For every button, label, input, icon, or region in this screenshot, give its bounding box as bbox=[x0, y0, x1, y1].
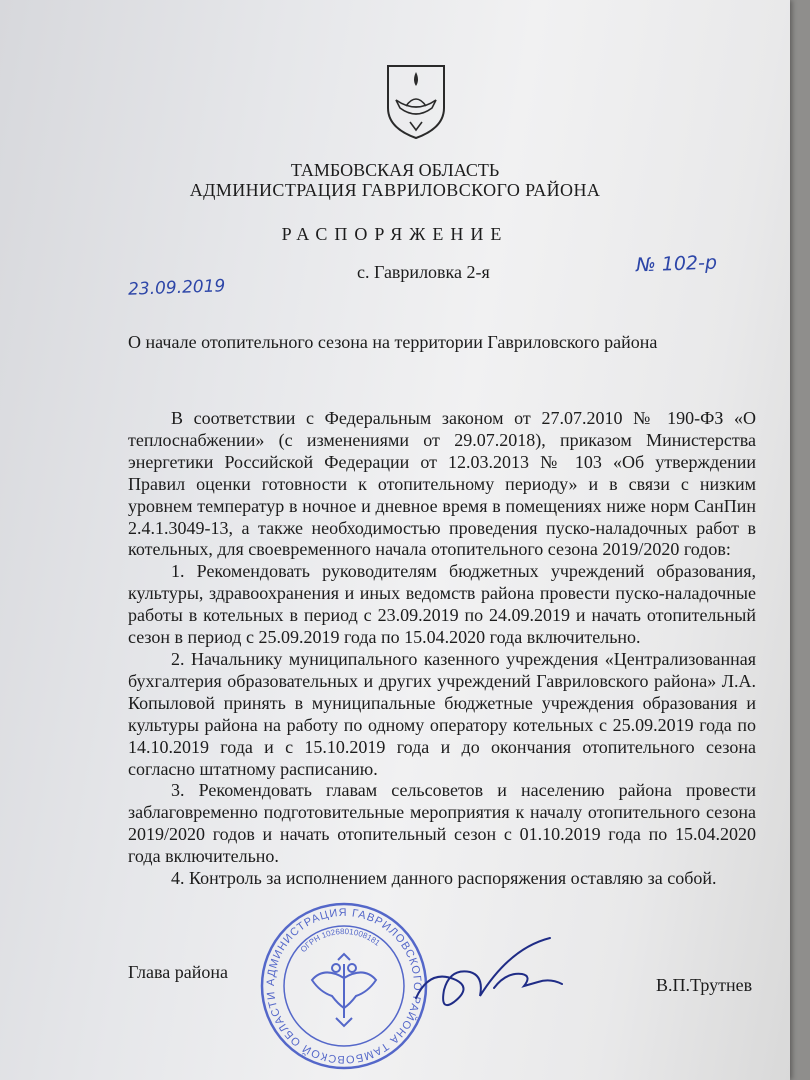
place-of-issue: с. Гавриловка 2-я bbox=[357, 262, 490, 282]
signatory-position: Глава района bbox=[128, 962, 229, 982]
clause-4-paragraph: 4. Контроль за исполнением данного распоряжения оставляю за собой. bbox=[171, 868, 717, 889]
document-type-title: РАСПОРЯЖЕНИЕ bbox=[281, 224, 509, 244]
official-seal-stamp bbox=[258, 900, 430, 1072]
clause-3-paragraph: 3. Рекомендовать главам сельсоветов и населению района провести заблаговременно подготовительные мероприятия к началу отопительного сезона 2019/2020 годов и начать отопительный сезон с 01.10.2019 года по 15.04.2020 года включительно. bbox=[128, 780, 756, 867]
handwritten-document-number: № 102-р bbox=[635, 251, 718, 277]
preamble-paragraph: В соответствии с Федеральным законом от 27.07.2010 № 190-ФЗ «О теплоснабжении» (с изменениями от 29.07.2018), приказом Министерства энергетики Российской Федерации от 12.03.2013 № 103 «Об утверждении Правил оценки готовности к отопительному периоду» и в связи с низким уровнем температур в ночное и дневное время в помещениях ниже норм СанПин 2.4.1.3049-13, а также необходимостью проведения пуско-наладочных работ в котельных, для своевременного начала отопительного сезона 2019/2020 годов: bbox=[128, 408, 756, 560]
document-body bbox=[128, 408, 756, 890]
seal-ogrn-text: ОГРН 1026801008181 bbox=[298, 926, 382, 955]
seal-outer-text: АДМИНИСТРАЦИЯ ГАВРИЛОВСКОГО РАЙОНА ТАМБОВСКОЙ ОБЛАСТИ bbox=[264, 906, 424, 1066]
clause-2-paragraph: 2. Начальнику муниципального казенного учреждения «Централизованная бухгалтерия образовательных и других учреждений Гавриловского района» Л.А. Копыловой принять в муниципальные бюджетные учреждения образования и культуры района на работу по одному оператору котельных с 25.09.2019 года по 14.10.2019 года и с 15.10.2019 года и до окончания отопительного сезона согласно штатному расписанию. bbox=[128, 648, 756, 779]
signatory-name: В.П.Трутнев bbox=[656, 975, 753, 995]
clause-1-paragraph: 1. Рекомендовать руководителям бюджетных учреждений образования, культуры, здравоохранения и иных ведомств района провести пуско-наладочные работы в котельных в период с 23.09.2019 по 24.09.2019 и начать отопительный сезон в период с 25.09.2019 года по 15.04.2020 года включительно. bbox=[128, 561, 756, 648]
handwritten-date: 23.09.2019 bbox=[127, 276, 226, 300]
administration-title: АДМИНИСТРАЦИЯ ГАВРИЛОВСКОГО РАЙОНА bbox=[189, 180, 601, 200]
region-title: ТАМБОВСКАЯ ОБЛАСТЬ bbox=[290, 160, 500, 180]
handwritten-signature bbox=[410, 928, 570, 1018]
coat-of-arms-icon bbox=[384, 62, 448, 140]
document-subject: О начале отопительного сезона на территории Гавриловского района bbox=[128, 332, 658, 352]
double-headed-eagle-icon bbox=[312, 954, 376, 1026]
